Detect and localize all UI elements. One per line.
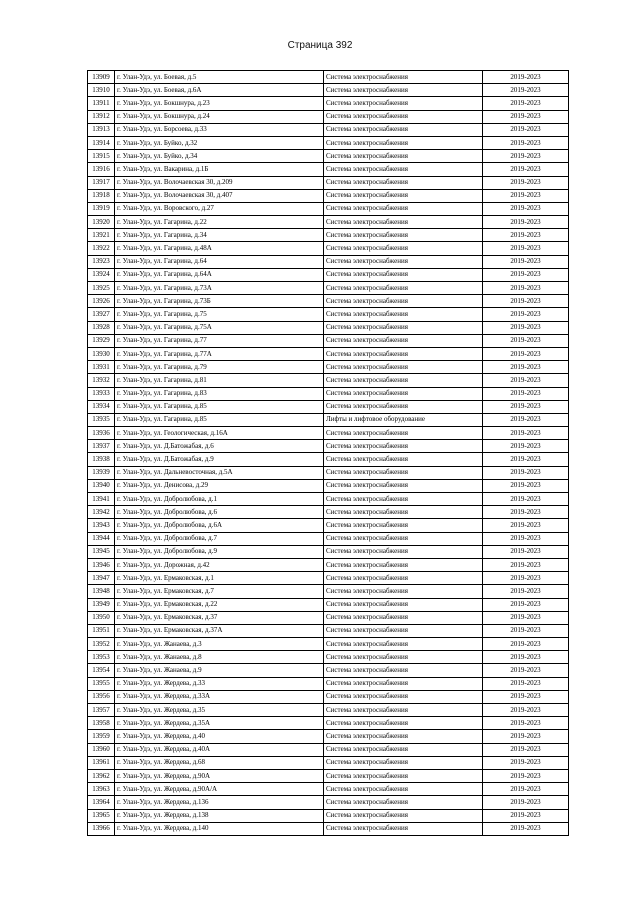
address-cell: г. Улан-Удэ, ул. Гагарина, д.83 xyxy=(115,387,324,400)
row-number-cell: 13961 xyxy=(88,756,115,769)
period-cell: 2019-2023 xyxy=(483,255,569,268)
system-cell: Система электроснабжения xyxy=(324,374,483,387)
period-cell: 2019-2023 xyxy=(483,756,569,769)
address-cell: г. Улан-Удэ, ул. Добролюбова, д.7 xyxy=(115,532,324,545)
address-cell: г. Улан-Удэ, ул. Ермаковская, д.7 xyxy=(115,585,324,598)
address-cell: г. Улан-Удэ, ул. Борсоева, д.33 xyxy=(115,123,324,136)
row-number-cell: 13935 xyxy=(88,413,115,426)
row-number-cell: 13934 xyxy=(88,400,115,413)
table-row xyxy=(88,651,569,664)
table-row xyxy=(88,189,569,202)
period-cell: 2019-2023 xyxy=(483,374,569,387)
system-cell: Система электроснабжения xyxy=(324,466,483,479)
period-cell: 2019-2023 xyxy=(483,822,569,835)
period-cell: 2019-2023 xyxy=(483,387,569,400)
table-row xyxy=(88,545,569,558)
table-row xyxy=(88,704,569,717)
period-cell: 2019-2023 xyxy=(483,598,569,611)
row-number-cell: 13951 xyxy=(88,624,115,637)
address-cell: г. Улан-Удэ, ул. Жанаева, д.9 xyxy=(115,664,324,677)
registry-table-body xyxy=(88,71,569,836)
period-cell: 2019-2023 xyxy=(483,493,569,506)
row-number-cell: 13927 xyxy=(88,308,115,321)
period-cell: 2019-2023 xyxy=(483,664,569,677)
system-cell: Система электроснабжения xyxy=(324,202,483,215)
system-cell: Система электроснабжения xyxy=(324,690,483,703)
row-number-cell: 13921 xyxy=(88,229,115,242)
address-cell: г. Улан-Удэ, ул. Добролюбова, д.1 xyxy=(115,493,324,506)
period-cell: 2019-2023 xyxy=(483,704,569,717)
row-number-cell: 13959 xyxy=(88,730,115,743)
system-cell: Система электроснабжения xyxy=(324,677,483,690)
table-row xyxy=(88,506,569,519)
table-row xyxy=(88,440,569,453)
address-cell: г. Улан-Удэ, ул. Гагарина, д.77 xyxy=(115,334,324,347)
row-number-cell: 13963 xyxy=(88,783,115,796)
period-cell: 2019-2023 xyxy=(483,769,569,782)
system-cell: Система электроснабжения xyxy=(324,611,483,624)
system-cell: Система электроснабжения xyxy=(324,268,483,281)
table-row xyxy=(88,585,569,598)
period-cell: 2019-2023 xyxy=(483,519,569,532)
address-cell: г. Улан-Удэ, ул. Жердева, д.33А xyxy=(115,690,324,703)
system-cell: Система электроснабжения xyxy=(324,361,483,374)
address-cell: г. Улан-Удэ, ул. Волочаевская 30, д.407 xyxy=(115,189,324,202)
table-row xyxy=(88,110,569,123)
row-number-cell: 13948 xyxy=(88,585,115,598)
system-cell: Система электроснабжения xyxy=(324,717,483,730)
row-number-cell: 13956 xyxy=(88,690,115,703)
period-cell: 2019-2023 xyxy=(483,321,569,334)
row-number-cell: 13918 xyxy=(88,189,115,202)
row-number-cell: 13958 xyxy=(88,717,115,730)
table-row xyxy=(88,374,569,387)
address-cell: г. Улан-Удэ, ул. Гагарина, д.75 xyxy=(115,308,324,321)
system-cell: Система электроснабжения xyxy=(324,427,483,440)
period-cell: 2019-2023 xyxy=(483,558,569,571)
table-row xyxy=(88,216,569,229)
table-row xyxy=(88,822,569,835)
period-cell: 2019-2023 xyxy=(483,783,569,796)
row-number-cell: 13957 xyxy=(88,704,115,717)
address-cell: г. Улан-Удэ, ул. Гагарина, д.79 xyxy=(115,361,324,374)
row-number-cell: 13950 xyxy=(88,611,115,624)
system-cell: Система электроснабжения xyxy=(324,84,483,97)
period-cell: 2019-2023 xyxy=(483,176,569,189)
row-number-cell: 13917 xyxy=(88,176,115,189)
row-number-cell: 13952 xyxy=(88,638,115,651)
address-cell: г. Улан-Удэ, ул. Д.Батожабая, д.6 xyxy=(115,440,324,453)
table-row xyxy=(88,400,569,413)
table-row xyxy=(88,387,569,400)
row-number-cell: 13912 xyxy=(88,110,115,123)
address-cell: г. Улан-Удэ, ул. Дальневосточная, д.5А xyxy=(115,466,324,479)
row-number-cell: 13965 xyxy=(88,809,115,822)
table-row xyxy=(88,308,569,321)
system-cell: Система электроснабжения xyxy=(324,585,483,598)
period-cell: 2019-2023 xyxy=(483,71,569,84)
address-cell: г. Улан-Удэ, ул. Дорожная, д.42 xyxy=(115,558,324,571)
system-cell: Система электроснабжения xyxy=(324,440,483,453)
system-cell: Система электроснабжения xyxy=(324,638,483,651)
period-cell: 2019-2023 xyxy=(483,202,569,215)
system-cell: Система электроснабжения xyxy=(324,704,483,717)
system-cell: Система электроснабжения xyxy=(324,150,483,163)
period-cell: 2019-2023 xyxy=(483,427,569,440)
period-cell: 2019-2023 xyxy=(483,84,569,97)
row-number-cell: 13947 xyxy=(88,572,115,585)
period-cell: 2019-2023 xyxy=(483,743,569,756)
row-number-cell: 13938 xyxy=(88,453,115,466)
row-number-cell: 13941 xyxy=(88,493,115,506)
address-cell: г. Улан-Удэ, ул. Гагарина, д.22 xyxy=(115,216,324,229)
row-number-cell: 13944 xyxy=(88,532,115,545)
row-number-cell: 13964 xyxy=(88,796,115,809)
system-cell: Система электроснабжения xyxy=(324,400,483,413)
system-cell: Система электроснабжения xyxy=(324,493,483,506)
table-row xyxy=(88,334,569,347)
period-cell: 2019-2023 xyxy=(483,110,569,123)
period-cell: 2019-2023 xyxy=(483,532,569,545)
table-row xyxy=(88,282,569,295)
row-number-cell: 13962 xyxy=(88,769,115,782)
period-cell: 2019-2023 xyxy=(483,545,569,558)
table-row xyxy=(88,202,569,215)
row-number-cell: 13929 xyxy=(88,334,115,347)
period-cell: 2019-2023 xyxy=(483,611,569,624)
row-number-cell: 13945 xyxy=(88,545,115,558)
period-cell: 2019-2023 xyxy=(483,163,569,176)
row-number-cell: 13936 xyxy=(88,427,115,440)
table-row xyxy=(88,638,569,651)
address-cell: г. Улан-Удэ, ул. Ермаковская, д.22 xyxy=(115,598,324,611)
period-cell: 2019-2023 xyxy=(483,572,569,585)
system-cell: Система электроснабжения xyxy=(324,730,483,743)
system-cell: Система электроснабжения xyxy=(324,743,483,756)
row-number-cell: 13926 xyxy=(88,295,115,308)
system-cell: Система электроснабжения xyxy=(324,809,483,822)
row-number-cell: 13916 xyxy=(88,163,115,176)
table-row xyxy=(88,242,569,255)
address-cell: г. Улан-Удэ, ул. Жердева, д.90А xyxy=(115,769,324,782)
table-row xyxy=(88,677,569,690)
system-cell: Система электроснабжения xyxy=(324,295,483,308)
table-row xyxy=(88,611,569,624)
period-cell: 2019-2023 xyxy=(483,400,569,413)
address-cell: г. Улан-Удэ, ул. Воровского, д.27 xyxy=(115,202,324,215)
row-number-cell: 13955 xyxy=(88,677,115,690)
row-number-cell: 13940 xyxy=(88,479,115,492)
table-row xyxy=(88,664,569,677)
row-number-cell: 13937 xyxy=(88,440,115,453)
address-cell: г. Улан-Удэ, ул. Добролюбова, д.6А xyxy=(115,519,324,532)
table-row xyxy=(88,427,569,440)
system-cell: Система электроснабжения xyxy=(324,321,483,334)
address-cell: г. Улан-Удэ, ул. Буйко, д.34 xyxy=(115,150,324,163)
table-row xyxy=(88,558,569,571)
table-row xyxy=(88,717,569,730)
table-row xyxy=(88,572,569,585)
table-row xyxy=(88,163,569,176)
row-number-cell: 13930 xyxy=(88,347,115,360)
system-cell: Система электроснабжения xyxy=(324,242,483,255)
address-cell: г. Улан-Удэ, ул. Жанаева, д.3 xyxy=(115,638,324,651)
address-cell: г. Улан-Удэ, ул. Гагарина, д.64 xyxy=(115,255,324,268)
period-cell: 2019-2023 xyxy=(483,506,569,519)
system-cell: Система электроснабжения xyxy=(324,796,483,809)
row-number-cell: 13931 xyxy=(88,361,115,374)
period-cell: 2019-2023 xyxy=(483,413,569,426)
address-cell: г. Улан-Удэ, ул. Ермаковская, д.37А xyxy=(115,624,324,637)
period-cell: 2019-2023 xyxy=(483,717,569,730)
system-cell: Система электроснабжения xyxy=(324,110,483,123)
table-row xyxy=(88,769,569,782)
period-cell: 2019-2023 xyxy=(483,97,569,110)
system-cell: Система электроснабжения xyxy=(324,558,483,571)
address-cell: г. Улан-Удэ, ул. Жердева, д.136 xyxy=(115,796,324,809)
system-cell: Система электроснабжения xyxy=(324,347,483,360)
row-number-cell: 13919 xyxy=(88,202,115,215)
table-row xyxy=(88,268,569,281)
system-cell: Лифты и лифтовое оборудование xyxy=(324,413,483,426)
row-number-cell: 13911 xyxy=(88,97,115,110)
system-cell: Система электроснабжения xyxy=(324,453,483,466)
period-cell: 2019-2023 xyxy=(483,295,569,308)
period-cell: 2019-2023 xyxy=(483,216,569,229)
system-cell: Система электроснабжения xyxy=(324,308,483,321)
period-cell: 2019-2023 xyxy=(483,796,569,809)
page-header: Страница 392 xyxy=(287,40,353,51)
table-row xyxy=(88,136,569,149)
address-cell: г. Улан-Удэ, ул. Гагарина, д.85 xyxy=(115,400,324,413)
system-cell: Система электроснабжения xyxy=(324,572,483,585)
table-row xyxy=(88,413,569,426)
system-cell: Система электроснабжения xyxy=(324,532,483,545)
table-row xyxy=(88,519,569,532)
period-cell: 2019-2023 xyxy=(483,268,569,281)
row-number-cell: 13913 xyxy=(88,123,115,136)
row-number-cell: 13924 xyxy=(88,268,115,281)
period-cell: 2019-2023 xyxy=(483,282,569,295)
system-cell: Система электроснабжения xyxy=(324,624,483,637)
address-cell: г. Улан-Удэ, ул. Гагарина, д.75А xyxy=(115,321,324,334)
table-row xyxy=(88,255,569,268)
address-cell: г. Улан-Удэ, ул. Гагарина, д.64А xyxy=(115,268,324,281)
table-row xyxy=(88,361,569,374)
table-row xyxy=(88,532,569,545)
address-cell: г. Улан-Удэ, ул. Д.Батожабая, д.9 xyxy=(115,453,324,466)
period-cell: 2019-2023 xyxy=(483,638,569,651)
address-cell: г. Улан-Удэ, ул. Бокшнура, д.24 xyxy=(115,110,324,123)
table-row xyxy=(88,150,569,163)
row-number-cell: 13949 xyxy=(88,598,115,611)
table-row xyxy=(88,756,569,769)
row-number-cell: 13953 xyxy=(88,651,115,664)
row-number-cell: 13914 xyxy=(88,136,115,149)
row-number-cell: 13933 xyxy=(88,387,115,400)
table-row xyxy=(88,809,569,822)
row-number-cell: 13946 xyxy=(88,558,115,571)
address-cell: г. Улан-Удэ, ул. Жердева, д.90А/А xyxy=(115,783,324,796)
system-cell: Система электроснабжения xyxy=(324,163,483,176)
address-cell: г. Улан-Удэ, ул. Жердева, д.35А xyxy=(115,717,324,730)
system-cell: Система электроснабжения xyxy=(324,255,483,268)
table-row xyxy=(88,730,569,743)
system-cell: Система электроснабжения xyxy=(324,479,483,492)
system-cell: Система электроснабжения xyxy=(324,189,483,202)
row-number-cell: 13922 xyxy=(88,242,115,255)
period-cell: 2019-2023 xyxy=(483,585,569,598)
period-cell: 2019-2023 xyxy=(483,229,569,242)
table-row xyxy=(88,493,569,506)
address-cell: г. Улан-Удэ, ул. Жердева, д.40 xyxy=(115,730,324,743)
address-cell: г. Улан-Удэ, ул. Боевая, д.6А xyxy=(115,84,324,97)
period-cell: 2019-2023 xyxy=(483,136,569,149)
system-cell: Система электроснабжения xyxy=(324,506,483,519)
table-row xyxy=(88,229,569,242)
table-row xyxy=(88,796,569,809)
period-cell: 2019-2023 xyxy=(483,479,569,492)
table-row xyxy=(88,743,569,756)
system-cell: Система электроснабжения xyxy=(324,822,483,835)
address-cell: г. Улан-Удэ, ул. Гагарина, д.73Б xyxy=(115,295,324,308)
address-cell: г. Улан-Удэ, ул. Ермаковская, д.1 xyxy=(115,572,324,585)
address-cell: г. Улан-Удэ, ул. Гагарина, д.73А xyxy=(115,282,324,295)
period-cell: 2019-2023 xyxy=(483,242,569,255)
row-number-cell: 13943 xyxy=(88,519,115,532)
period-cell: 2019-2023 xyxy=(483,730,569,743)
table-row xyxy=(88,84,569,97)
period-cell: 2019-2023 xyxy=(483,347,569,360)
period-cell: 2019-2023 xyxy=(483,334,569,347)
system-cell: Система электроснабжения xyxy=(324,282,483,295)
table-row xyxy=(88,598,569,611)
address-cell: г. Улан-Удэ, ул. Жердева, д.33 xyxy=(115,677,324,690)
system-cell: Система электроснабжения xyxy=(324,123,483,136)
system-cell: Система электроснабжения xyxy=(324,71,483,84)
address-cell: г. Улан-Удэ, ул. Боевая, д.5 xyxy=(115,71,324,84)
address-cell: г. Улан-Удэ, ул. Геологическая, д.16А xyxy=(115,427,324,440)
row-number-cell: 13910 xyxy=(88,84,115,97)
table-row xyxy=(88,295,569,308)
period-cell: 2019-2023 xyxy=(483,453,569,466)
row-number-cell: 13939 xyxy=(88,466,115,479)
address-cell: г. Улан-Удэ, ул. Гагарина, д.34 xyxy=(115,229,324,242)
address-cell: г. Улан-Удэ, ул. Гагарина, д.85 xyxy=(115,413,324,426)
table-row xyxy=(88,321,569,334)
system-cell: Система электроснабжения xyxy=(324,545,483,558)
system-cell: Система электроснабжения xyxy=(324,229,483,242)
address-cell: г. Улан-Удэ, ул. Добролюбова, д.9 xyxy=(115,545,324,558)
row-number-cell: 13954 xyxy=(88,664,115,677)
period-cell: 2019-2023 xyxy=(483,690,569,703)
period-cell: 2019-2023 xyxy=(483,624,569,637)
address-cell: г. Улан-Удэ, ул. Жердева, д.140 xyxy=(115,822,324,835)
address-cell: г. Улан-Удэ, ул. Гагарина, д.77А xyxy=(115,347,324,360)
period-cell: 2019-2023 xyxy=(483,466,569,479)
system-cell: Система электроснабжения xyxy=(324,136,483,149)
address-cell: г. Улан-Удэ, ул. Жердева, д.35 xyxy=(115,704,324,717)
row-number-cell: 13920 xyxy=(88,216,115,229)
period-cell: 2019-2023 xyxy=(483,809,569,822)
address-cell: г. Улан-Удэ, ул. Жердева, д.40А xyxy=(115,743,324,756)
system-cell: Система электроснабжения xyxy=(324,216,483,229)
table-row xyxy=(88,783,569,796)
system-cell: Система электроснабжения xyxy=(324,387,483,400)
table-row xyxy=(88,176,569,189)
address-cell: г. Улан-Удэ, ул. Жердева, д.138 xyxy=(115,809,324,822)
registry-table xyxy=(87,70,569,836)
system-cell: Система электроснабжения xyxy=(324,769,483,782)
address-cell: г. Улан-Удэ, ул. Жанаева, д.8 xyxy=(115,651,324,664)
address-cell: г. Улан-Удэ, ул. Гагарина, д.81 xyxy=(115,374,324,387)
period-cell: 2019-2023 xyxy=(483,361,569,374)
system-cell: Система электроснабжения xyxy=(324,519,483,532)
period-cell: 2019-2023 xyxy=(483,651,569,664)
row-number-cell: 13942 xyxy=(88,506,115,519)
table-row xyxy=(88,123,569,136)
system-cell: Система электроснабжения xyxy=(324,334,483,347)
table-row xyxy=(88,690,569,703)
table-row xyxy=(88,479,569,492)
row-number-cell: 13960 xyxy=(88,743,115,756)
period-cell: 2019-2023 xyxy=(483,308,569,321)
system-cell: Система электроснабжения xyxy=(324,664,483,677)
address-cell: г. Улан-Удэ, ул. Гагарина, д.48А xyxy=(115,242,324,255)
system-cell: Система электроснабжения xyxy=(324,176,483,189)
table-row xyxy=(88,466,569,479)
period-cell: 2019-2023 xyxy=(483,677,569,690)
system-cell: Система электроснабжения xyxy=(324,97,483,110)
row-number-cell: 13925 xyxy=(88,282,115,295)
system-cell: Система электроснабжения xyxy=(324,783,483,796)
table-row xyxy=(88,71,569,84)
address-cell: г. Улан-Удэ, ул. Жердева, д.68 xyxy=(115,756,324,769)
address-cell: г. Улан-Удэ, ул. Бокшнура, д.23 xyxy=(115,97,324,110)
system-cell: Система электроснабжения xyxy=(324,756,483,769)
system-cell: Система электроснабжения xyxy=(324,598,483,611)
address-cell: г. Улан-Удэ, ул. Денисова, д.29 xyxy=(115,479,324,492)
table-row xyxy=(88,97,569,110)
address-cell: г. Улан-Удэ, ул. Ермаковская, д.37 xyxy=(115,611,324,624)
address-cell: г. Улан-Удэ, ул. Волочаевская 30, д.209 xyxy=(115,176,324,189)
period-cell: 2019-2023 xyxy=(483,440,569,453)
row-number-cell: 13909 xyxy=(88,71,115,84)
table-row xyxy=(88,453,569,466)
period-cell: 2019-2023 xyxy=(483,189,569,202)
table-row xyxy=(88,624,569,637)
address-cell: г. Улан-Удэ, ул. Добролюбова, д.6 xyxy=(115,506,324,519)
address-cell: г. Улан-Удэ, ул. Вакарина, д.1Б xyxy=(115,163,324,176)
period-cell: 2019-2023 xyxy=(483,150,569,163)
row-number-cell: 13966 xyxy=(88,822,115,835)
row-number-cell: 13915 xyxy=(88,150,115,163)
row-number-cell: 13923 xyxy=(88,255,115,268)
row-number-cell: 13928 xyxy=(88,321,115,334)
row-number-cell: 13932 xyxy=(88,374,115,387)
table-row xyxy=(88,347,569,360)
period-cell: 2019-2023 xyxy=(483,123,569,136)
address-cell: г. Улан-Удэ, ул. Буйко, д.32 xyxy=(115,136,324,149)
system-cell: Система электроснабжения xyxy=(324,651,483,664)
